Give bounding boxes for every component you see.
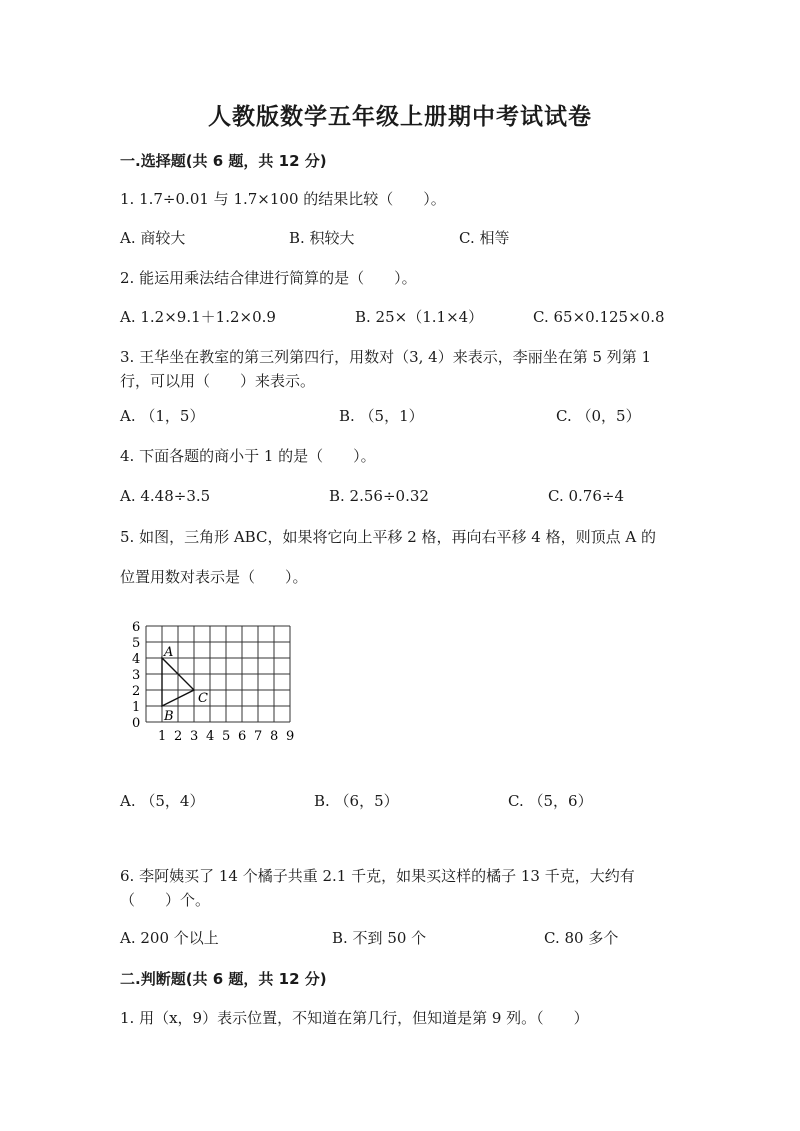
y-axis-label: 4 [132, 652, 141, 667]
question-5-option-b: B. （6，5） [314, 792, 399, 810]
x-axis-label: 6 [238, 729, 247, 744]
question-1-stem: 1. 1.7÷0.01 与 1.7×100 的结果比较（ ）。 [120, 190, 446, 208]
judgement-1-stem: 1. 用（x，9）表示位置，不知道在第几行，但知道是第 9 列。（ ） [120, 1009, 589, 1027]
question-4-option-a: A. 4.48÷3.5 [120, 487, 211, 505]
question-3-stem: 3. 王华坐在教室的第三列第四行，用数对（3, 4）来表示，李丽坐在第 5 列第 1 行，可以用（ ）来表示。 [120, 348, 652, 390]
question-6-stem: 6. 李阿姨买了 14 个橘子共重 2.1 千克，如果买这样的橘子 13 千克，大约有（ ）个。 [120, 867, 635, 909]
section-heading-judgement: 二.判断题(共 6 题，共 12 分) [120, 970, 327, 988]
x-axis-label: 5 [222, 729, 231, 744]
question-4-option-c: C. 0.76÷4 [548, 487, 624, 505]
vertex-labels [163, 645, 208, 724]
section-heading-choice: 一.选择题(共 6 题，共 12 分) [120, 152, 327, 170]
question-6-option-a: A. 200 个以上 [120, 929, 219, 947]
question-3-option-a: A. （1，5） [120, 407, 205, 425]
y-axis-label: 1 [132, 700, 141, 715]
question-2-option-b: B. 25×（1.1×4） [355, 308, 484, 326]
question-5-stem-line2: 位置用数对表示是（ ）。 [120, 568, 308, 586]
question-1-option-c: C. 相等 [459, 229, 510, 247]
x-axis-label: 3 [190, 729, 199, 744]
question-2-option-c: C. 65×0.125×0.8 [533, 308, 665, 326]
question-6-option-c: C. 80 多个 [544, 929, 619, 947]
vertex-label-c: C [198, 691, 208, 706]
question-2-stem: 2. 能运用乘法结合律进行简算的是（ ）。 [120, 269, 417, 287]
question-3-option-b: B. （5，1） [339, 407, 424, 425]
x-axis-label: 2 [174, 729, 183, 744]
vertex-label-b: B [164, 709, 174, 724]
question-4-option-b: B. 2.56÷0.32 [329, 487, 429, 505]
question-5-option-a: A. （5，4） [120, 792, 205, 810]
y-axis-label: 6 [132, 620, 141, 635]
y-axis-label: 2 [132, 684, 141, 699]
y-axis-label: 3 [132, 668, 141, 683]
x-axis-label: 4 [206, 729, 215, 744]
x-axis-label: 7 [254, 729, 263, 744]
question-1-option-a: A. 商较大 [120, 229, 186, 247]
question-5-stem-line1: 5. 如图，三角形 ABC，如果将它向上平移 2 格，再向右平移 4 格，则顶点 A 的 [120, 528, 656, 546]
coordinate-grid-figure [128, 620, 308, 745]
x-axis-label: 8 [270, 729, 279, 744]
y-axis-label: 0 [132, 716, 141, 731]
grid-lines [146, 626, 290, 722]
question-5-option-c: C. （5，6） [508, 792, 593, 810]
x-axis-label: 9 [286, 729, 295, 744]
exam-title: 人教版数学五年级上册期中考试试卷 [208, 104, 592, 130]
x-axis-labels [158, 729, 294, 744]
question-3-option-c: C. （0，5） [556, 407, 641, 425]
x-axis-label: 1 [158, 729, 167, 744]
y-axis-label: 5 [132, 636, 141, 651]
question-1-option-b: B. 积较大 [289, 229, 355, 247]
question-4-stem: 4. 下面各题的商小于 1 的是（ ）。 [120, 447, 376, 465]
vertex-label-a: A [164, 645, 174, 660]
y-axis-labels [132, 620, 140, 731]
question-6-option-b: B. 不到 50 个 [332, 929, 427, 947]
question-2-option-a: A. 1.2×9.1＋1.2×0.9 [120, 308, 276, 326]
